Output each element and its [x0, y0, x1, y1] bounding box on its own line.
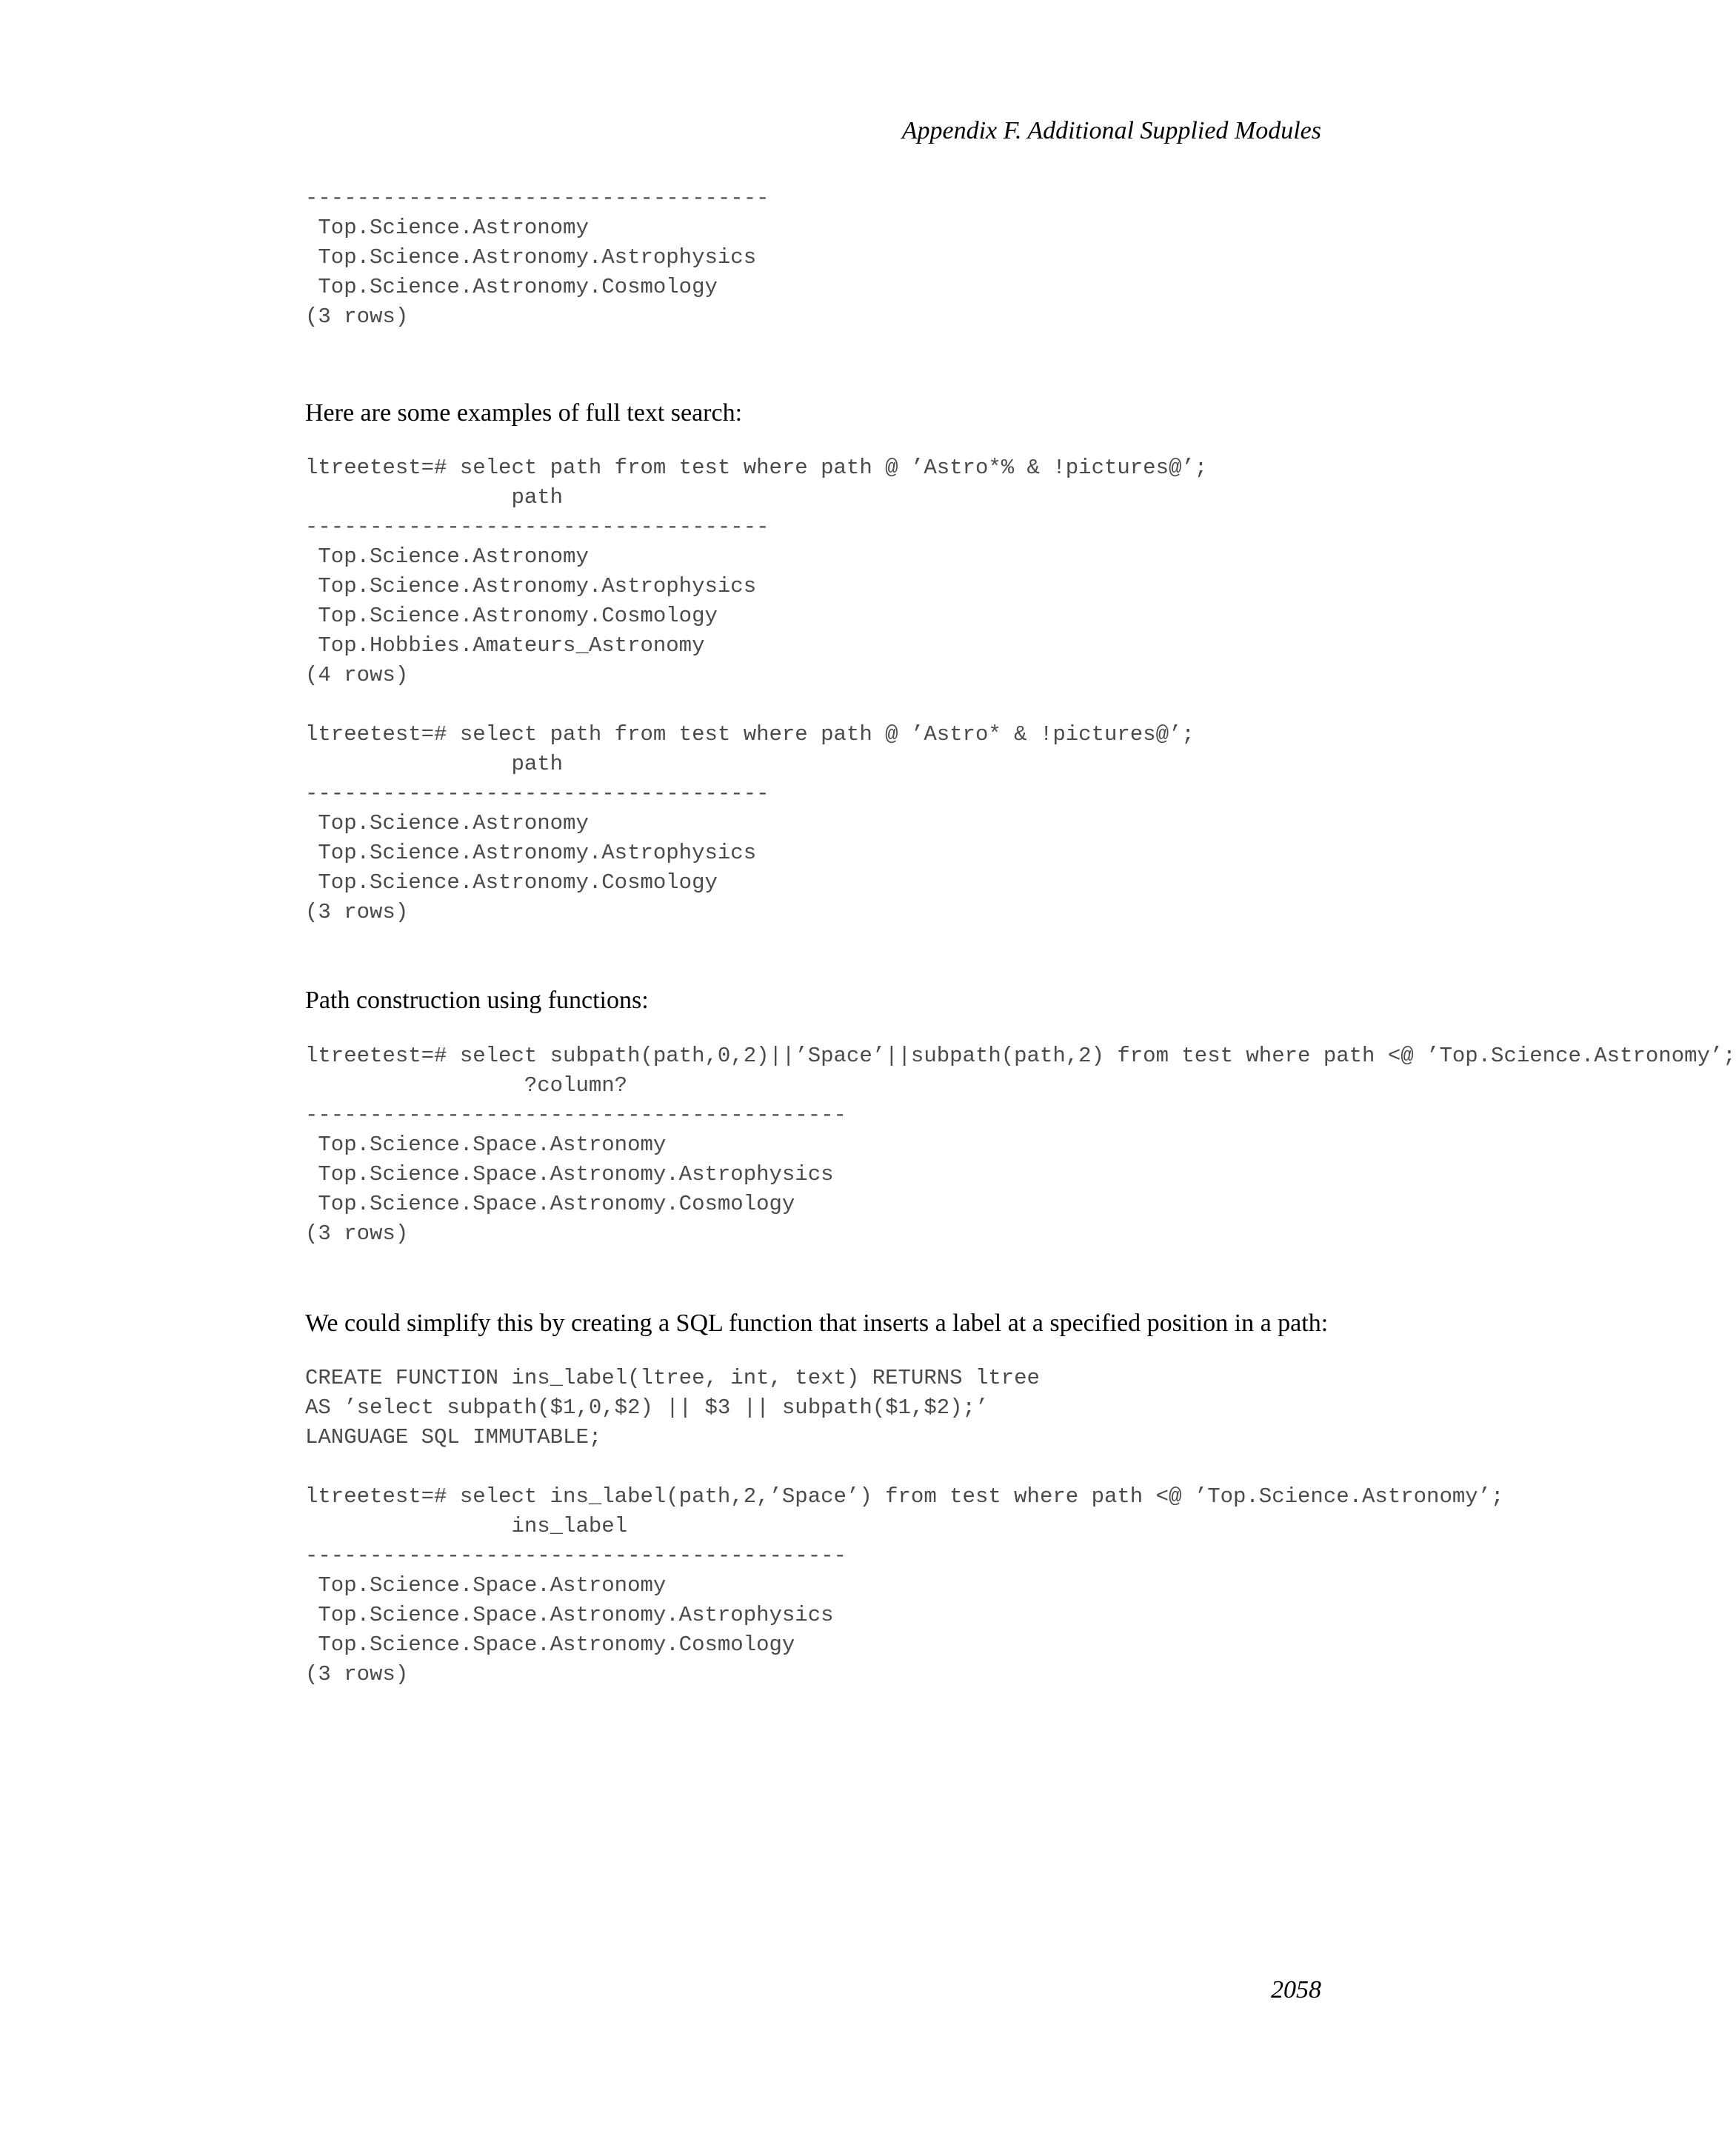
code-block-path-construction: ltreetest=# select subpath(path,0,2)||’Space’||subpath(path,2) from test where path <@ ’Top.Science.Astronomy’; ?column? ------------------------------------------ Top.Science.Space.Astronomy Top.Science.Space.Astronomy.Astrophysics Top.Science.Space.Astronomy.Cosmology (3 rows): [305, 1044, 1736, 1246]
code-block-full-text-search-1: ltreetest=# select path from test where path @ ’Astro*% & !pictures@’; path ------------------------------------ Top.Science.Astronomy Top.Science.Astronomy.Astrophysics Top.Science.Astronomy.Cosmology Top.Hobbies.Amateurs_Astronomy (4 rows): [305, 456, 1208, 687]
paragraph-path-construction: Path construction using functions:: [305, 987, 649, 1014]
code-block-query-result: ------------------------------------ Top.Science.Astronomy Top.Science.Astronomy.Astrophysics Top.Science.Astronomy.Cosmology (3 rows): [305, 186, 769, 329]
page-number: 2058: [1271, 1976, 1321, 2004]
paragraph-full-text-search: Here are some examples of full text search:: [305, 399, 743, 427]
code-block-full-text-search-2: ltreetest=# select path from test where path @ ’Astro* & !pictures@’; path ------------------------------------ Top.Science.Astronomy Top.Science.Astronomy.Astrophysics Top.Science.Astronomy.Cosmology (3 rows): [305, 722, 1195, 924]
code-block-create-function: CREATE FUNCTION ins_label(ltree, int, text) RETURNS ltree AS ’select subpath($1,0,$2) || $3 || subpath($1,$2);’ LANGUAGE SQL IMMUTABLE;: [305, 1366, 1040, 1450]
paragraph-sql-function: We could simplify this by creating a SQL function that inserts a label at a specified position in a path:: [305, 1310, 1329, 1337]
page-content: [305, 184, 1736, 1689]
page-header: Appendix F. Additional Supplied Modules: [901, 117, 1321, 144]
code-block-ins-label-query: ltreetest=# select ins_label(path,2,’Space’) from test where path <@ ’Top.Science.Astronomy’; ins_label ------------------------------------------ Top.Science.Space.Astronomy Top.Science.Space.Astronomy.Astrophysics Top.Science.Space.Astronomy.Cosmology (3 rows): [305, 1484, 1504, 1687]
